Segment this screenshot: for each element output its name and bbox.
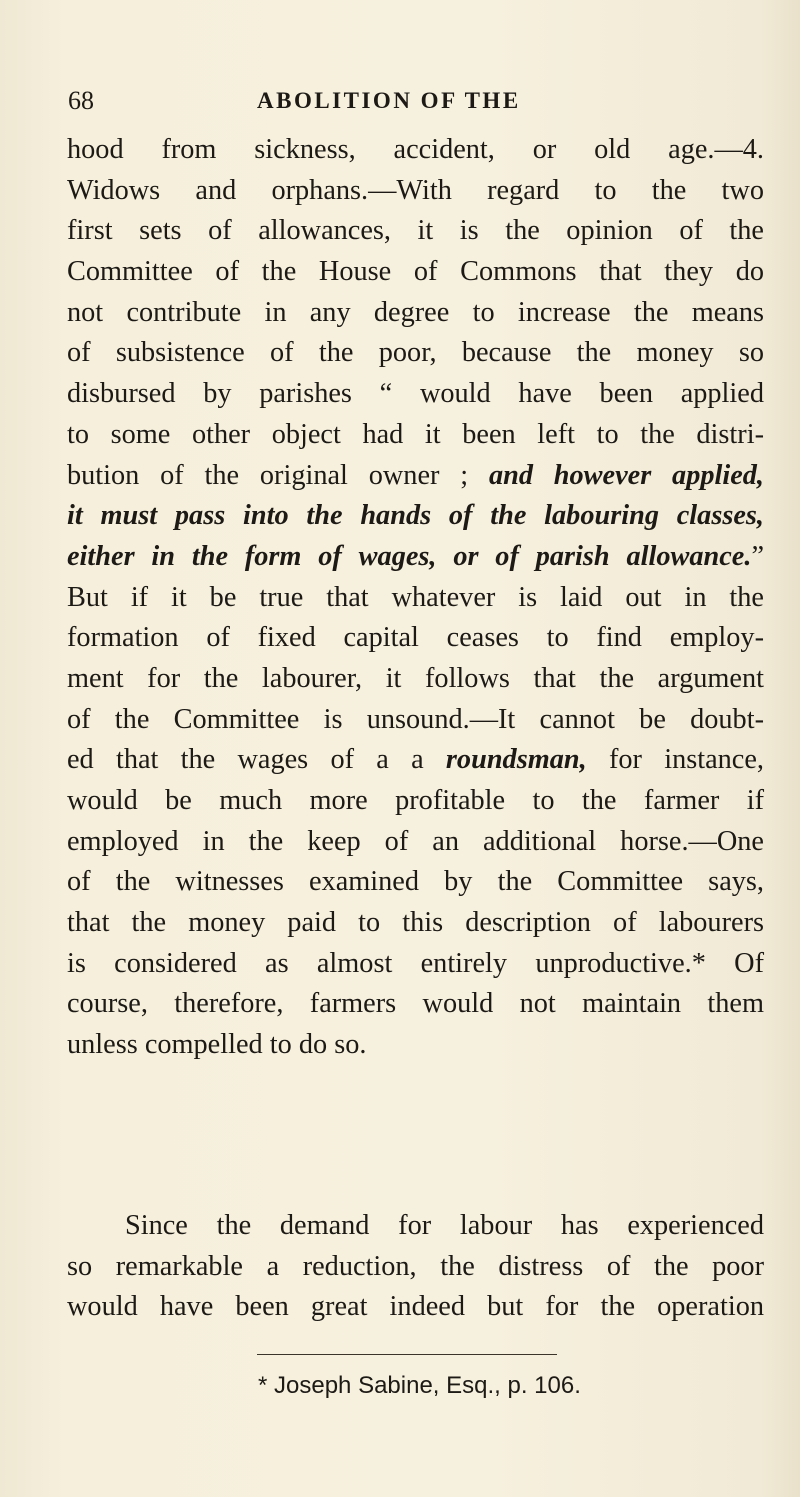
paragraph-1: [67, 130, 764, 1066]
text-line: Widows and orphans.—With regard to the two: [67, 174, 764, 206]
text-line: course, therefore, farmers would not maintain them: [67, 988, 764, 1020]
text-line: would be much more profitable to the farmer if: [67, 785, 764, 816]
text-line: first sets of allowances, it is the opinion of the: [67, 215, 764, 247]
text-line: hood from sickness, accident, or old age.—4.: [67, 134, 764, 165]
text-line: to some other object had it been left to the distri-: [67, 418, 764, 450]
text-line: [67, 456, 764, 497]
text-line: not contribute in any degree to increase the means: [67, 296, 764, 328]
italic-run: either in the form of wages, or of parish allowance.: [67, 540, 752, 572]
page-number: 68: [68, 86, 94, 115]
text-line: is considered as almost entirely unproductive.* Of: [67, 947, 764, 979]
text-run: bution of the original owner ;: [67, 459, 489, 491]
footnote-divider: [257, 1354, 557, 1355]
text-line: of subsistence of the poor, because the money so: [67, 337, 764, 369]
text-line: that the money paid to this description of labourers: [67, 907, 764, 939]
paragraph-2: [67, 1206, 764, 1328]
text-run: ed that the wages of a a: [67, 744, 446, 776]
text-line: [67, 496, 764, 537]
italic-run: it must pass into the hands of the labouring classes,: [67, 500, 764, 532]
text-line: unless compelled to do so.: [67, 1029, 367, 1061]
text-line: [67, 537, 764, 578]
text-line: [67, 740, 764, 781]
text-run: for instance,: [586, 744, 764, 776]
running-title: ABOLITION OF THE: [257, 88, 521, 113]
italic-run: roundsman,: [445, 744, 587, 776]
text-line: would have been great indeed but for the operation: [67, 1291, 764, 1323]
footnote: * Joseph Sabine, Esq., p. 106.: [258, 1372, 581, 1399]
text-line: ment for the labourer, it follows that the argument: [67, 662, 764, 694]
text-line: But if it be true that whatever is laid out in the: [67, 581, 764, 613]
text-line: Since the demand for labour has experienced: [125, 1210, 764, 1241]
text-line: so remarkable a reduction, the distress of the poor: [67, 1250, 764, 1282]
closing-quote: ”: [751, 540, 764, 572]
running-head: [0, 86, 800, 116]
text-line: of the witnesses examined by the Committee says,: [67, 866, 764, 898]
text-line: of the Committee is unsound.—It cannot be doubt-: [67, 703, 764, 735]
italic-run: and however applied,: [488, 459, 764, 491]
text-line: formation of fixed capital ceases to find employ-: [67, 622, 764, 654]
text-line: Committee of the House of Commons that they do: [67, 256, 764, 288]
text-line: employed in the keep of an additional horse.—One: [67, 825, 764, 857]
text-line: disbursed by parishes “ would have been applied: [67, 378, 764, 410]
